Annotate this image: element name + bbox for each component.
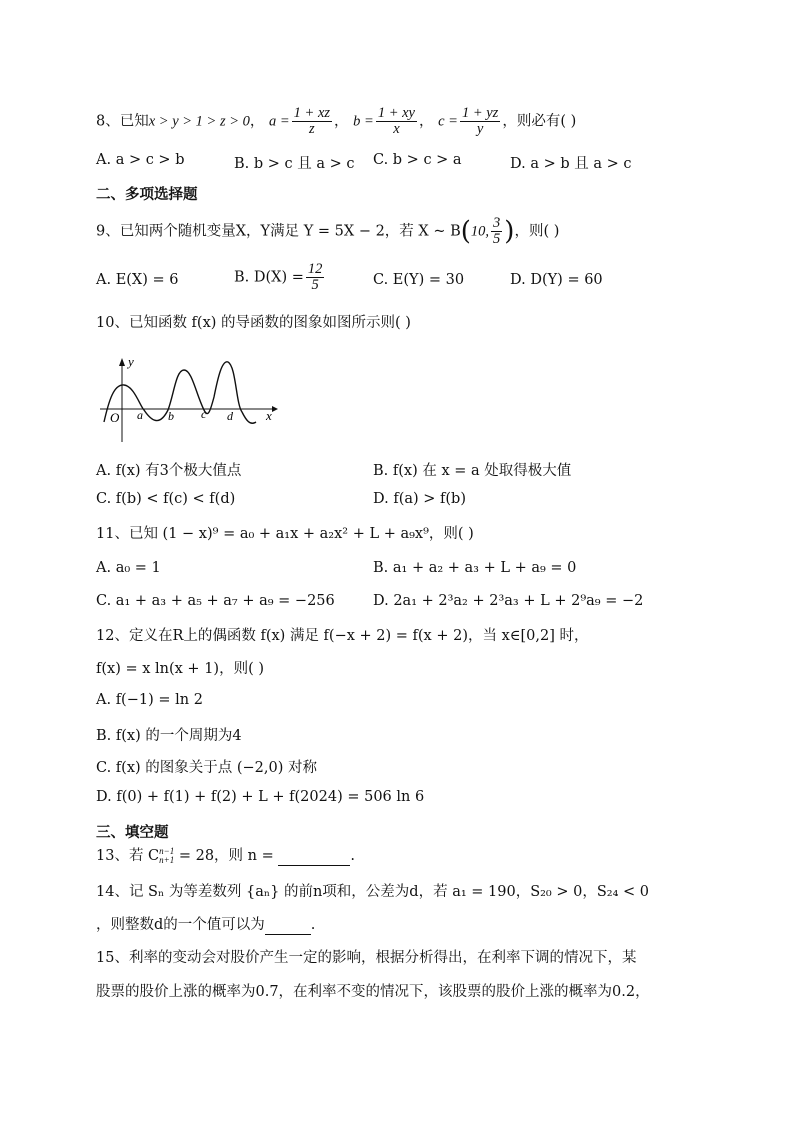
- graph-label-a: a: [137, 408, 143, 422]
- q11-option-d[interactable]: D. 2a₁ + 2³a₂ + 2³a₃ + L + 2⁹a₉ = −2: [373, 593, 644, 609]
- section-fill-in: 三、填空题: [96, 825, 169, 841]
- q8-c-lhs: c =: [438, 113, 458, 130]
- q8-b-fraction: $\frac{1 + xy}{x}$: [377, 105, 415, 137]
- q8-number: 8、已知: [96, 113, 149, 130]
- q15-stem-line2: 股票的股价上涨的概率为0.7，在利率不变的情况下，该股票的股价上涨的概率为0.2，: [96, 984, 650, 1000]
- q12-option-b[interactable]: B. f(x) 的一个周期为4: [96, 728, 242, 744]
- q11-stem: 11、已知 (1 − x)⁹ = a₀ + a₁x + a₂x² + L + a₉x⁹，则( ): [96, 526, 474, 542]
- q8-stem: 8、已知x > y > 1 > z > 0， a = $\frac{1 + xz}{z}$ ， b = $\frac{1 + xy}{x}$ ， c = $\frac{1 + yz}{y}$ ，则必有( ): [96, 105, 577, 137]
- x-axis-arrow: [272, 406, 278, 412]
- graph-label-d: d: [227, 409, 233, 423]
- q9-option-a[interactable]: A. E(X) = 6: [96, 272, 179, 288]
- q10-stem: 10、已知函数 f(x) 的导函数的图象如图所示则( ): [96, 315, 411, 331]
- q12-stem-line1: 12、定义在R上的偶函数 f(x) 满足 f(−x + 2) = f(x + 2)，当 x∈[0,2] 时，: [96, 628, 589, 644]
- q9-stem: [96, 216, 559, 247]
- graph-label-x: x: [266, 408, 272, 423]
- q13-answer-blank[interactable]: [278, 851, 350, 866]
- q9-right-paren: ): [504, 216, 515, 247]
- q12-stem-line2: f(x) = x ln(x + 1)，则( ): [96, 661, 264, 677]
- q13-stem: [96, 846, 355, 866]
- q9-option-b-fraction: $\frac{12}{5}$: [307, 261, 323, 293]
- q9-stem-text: 9、已知两个随机变量X，Y满足 Y = 5X − 2，若 X ~ B: [96, 223, 461, 240]
- q15-stem-line1: 15、利率的变动会对股价产生一定的影响，根据分析得出，在利率下调的情况下，某: [96, 950, 637, 966]
- q8-c-fraction: $\frac{1 + yz}{y}$: [461, 105, 499, 137]
- q8-option-a[interactable]: A. a > c > b: [96, 152, 185, 168]
- q12-option-a[interactable]: A. f(−1) = ln 2: [96, 692, 203, 708]
- q9-option-c[interactable]: C. E(Y) = 30: [373, 272, 465, 288]
- q14-end: .: [310, 917, 316, 933]
- q9-left-paren: (: [460, 216, 471, 247]
- q11-option-a[interactable]: A. a₀ = 1: [96, 560, 161, 576]
- q8-condition: x > y > 1 > z > 0: [148, 113, 250, 130]
- q14-stem-line2: [96, 915, 315, 935]
- q14-answer-blank[interactable]: [265, 920, 311, 935]
- q8-option-b[interactable]: B. b > c 且 a > c: [234, 156, 355, 172]
- q10-option-a[interactable]: A. f(x) 有3个极大值点: [96, 463, 242, 479]
- q13-end: .: [350, 848, 355, 864]
- q8-a-lhs: a =: [269, 113, 290, 130]
- q9-binom-n: 10,: [470, 223, 490, 240]
- graph-label-origin: O: [110, 410, 120, 425]
- q10-derivative-graph: [96, 352, 281, 447]
- q12-option-d[interactable]: D. f(0) + f(1) + f(2) + L + f(2024) = 506 ln 6: [96, 789, 425, 805]
- q9-option-b-lhs: B. D(X) =: [234, 269, 304, 286]
- q13-rest: = 28，则 n =: [174, 848, 274, 864]
- q14-stem-line1: 14、记 Sₙ 为等差数列 {aₙ} 的前n项和，公差为d，若 a₁ = 190，S₂₀ > 0，S₂₄ < 0: [96, 884, 649, 900]
- q11-option-b[interactable]: B. a₁ + a₂ + a₃ + L + a₉ = 0: [373, 560, 577, 576]
- q8-b-lhs: b =: [353, 113, 374, 130]
- derivative-curve: [104, 362, 256, 423]
- section-multiple-choice: 二、多项选择题: [96, 187, 198, 203]
- q8-tail: ，则必有( ): [502, 113, 577, 130]
- q10-option-c[interactable]: C. f(b) < f(c) < f(d): [96, 491, 236, 507]
- q13-combination-indices: n−1 n+1: [159, 846, 175, 865]
- graph-label-c: c: [201, 407, 207, 421]
- q10-option-d[interactable]: D. f(a) > f(b): [373, 491, 466, 507]
- q8-option-d[interactable]: D. a > b 且 a > c: [510, 156, 632, 172]
- q9-option-b[interactable]: [234, 262, 326, 293]
- q12-option-c[interactable]: C. f(x) 的图象关于点 (−2,0) 对称: [96, 760, 318, 776]
- q11-option-c[interactable]: C. a₁ + a₃ + a₅ + a₇ + a₉ = −256: [96, 593, 335, 609]
- q14-line2-text: ，则整数d的一个值可以为: [96, 917, 265, 933]
- y-axis-arrow: [119, 358, 125, 366]
- graph-label-y: y: [128, 354, 134, 369]
- q8-a-fraction: $\frac{1 + xz}{z}$: [293, 105, 331, 137]
- q13-stem-text: 13、若 C: [96, 848, 160, 864]
- q9-tail: ，则( ): [514, 223, 560, 240]
- q8-option-c[interactable]: C. b > c > a: [373, 152, 462, 168]
- q9-option-d[interactable]: D. D(Y) = 60: [510, 272, 603, 288]
- q10-option-b[interactable]: B. f(x) 在 x = a 处取得极大值: [373, 463, 572, 479]
- q9-p-fraction: $\frac{3}{5}$: [493, 215, 501, 247]
- graph-label-b: b: [168, 409, 174, 423]
